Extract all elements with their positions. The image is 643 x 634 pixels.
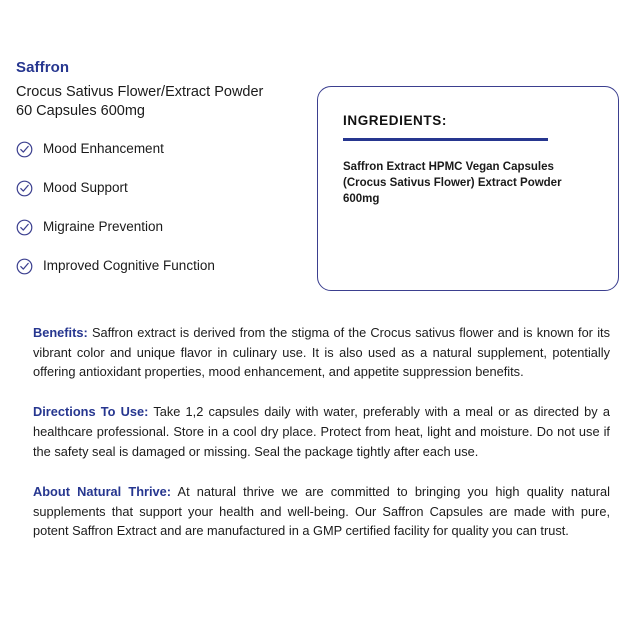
benefits-paragraph-lead: Benefits: (33, 324, 88, 340)
benefit-label: Mood Enhancement (43, 141, 164, 157)
check-circle-icon (16, 258, 33, 275)
page-title: Saffron (16, 59, 70, 76)
directions-paragraph-lead: Directions To Use: (33, 404, 149, 420)
list-item (16, 219, 316, 236)
benefits-paragraph (33, 323, 610, 382)
benefit-label: Mood Support (43, 180, 128, 196)
list-item (16, 180, 316, 197)
benefit-label: Improved Cognitive Function (43, 258, 215, 274)
top-section (16, 60, 627, 297)
product-subtitle (16, 83, 316, 121)
ingredients-body (343, 159, 596, 208)
about-paragraph-text: At natural thrive we are committed to bringing you high quality natural supplements that support your health and well-being. Our Saffron Capsules are made with pure, potent Saffron Extract and are manufactured in a GMP certified facility for quality you can trust. (33, 483, 610, 539)
product-subtitle-line2: 60 Capsules 600mg (16, 102, 145, 119)
ingredients-panel (317, 86, 619, 291)
check-circle-icon (16, 141, 33, 158)
ingredients-divider (343, 138, 548, 141)
directions-paragraph-text: Take 1,2 capsules daily with water, preferably with a meal or as directed by a healthcare professional. Store in a cool dry place. Protect from heat, light and moisture. Do not use if the safety seal is damaged or missing. Seal the package tightly after each use. (33, 404, 610, 459)
list-item (16, 258, 316, 275)
about-paragraph (33, 482, 610, 541)
benefit-list (16, 141, 316, 275)
about-paragraph-lead: About Natural Thrive: (33, 483, 172, 499)
description-section (16, 323, 627, 541)
ingredients-line3: 600mg (343, 193, 380, 206)
benefit-label: Migraine Prevention (43, 219, 164, 235)
check-circle-icon (16, 180, 33, 197)
product-info-column (16, 60, 316, 297)
ingredients-heading: INGREDIENTS: (343, 113, 447, 128)
ingredients-line2: (Crocus Sativus Flower) Extract Powder (343, 176, 562, 189)
check-circle-icon (16, 219, 33, 236)
directions-paragraph (33, 402, 610, 461)
list-item (16, 141, 316, 158)
product-subtitle-line1: Crocus Sativus Flower/Extract Powder (16, 83, 264, 100)
benefits-paragraph-text: Saffron extract is derived from the stigma of the Crocus sativus flower and is known for its vibrant color and unique flavor in culinary use. It is also used as a natural supplement, potentially offering antioxidant properties, mood enhancement, and appetite suppression benefits. (33, 324, 610, 380)
ingredients-line1: Saffron Extract HPMC Vegan Capsules (343, 160, 554, 173)
